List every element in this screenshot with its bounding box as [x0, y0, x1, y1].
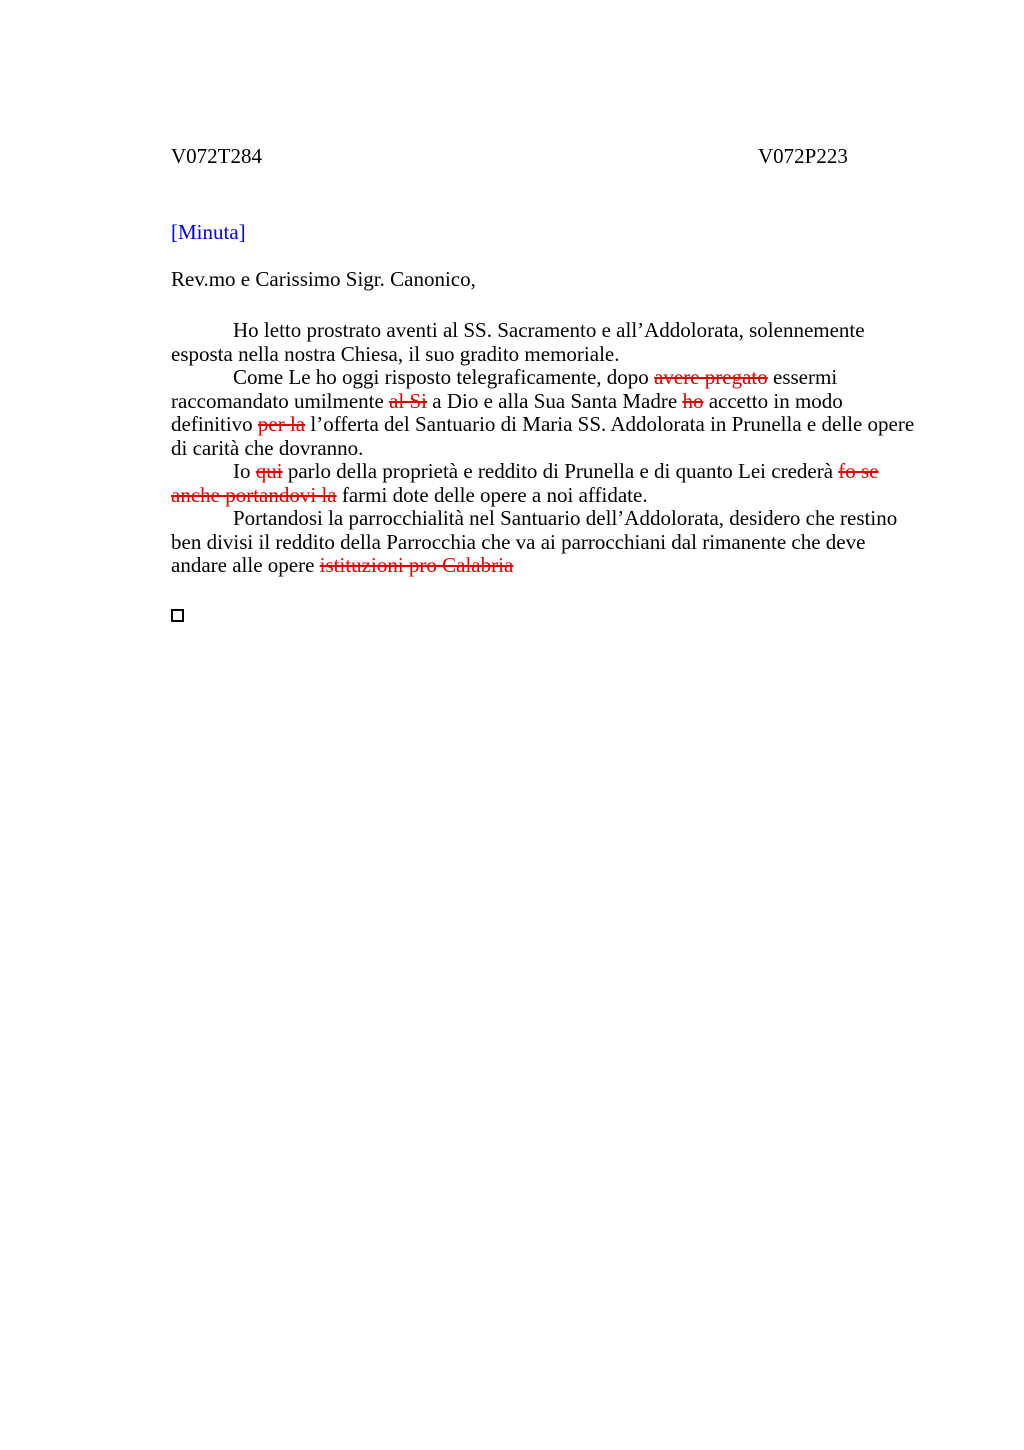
text-segment: Portandosi la parrocchialità nel Santuario dell’Addolorata, desidero che restino ben divisi il reddito della Parrocchia che va ai parrocchiani dal rimanente che deve andare alle opere: [171, 506, 898, 577]
deleted-text: fo se anche portandovi la: [171, 459, 879, 507]
archival-header: [171, 145, 923, 169]
deleted-text: qui: [255, 459, 283, 483]
deleted-text: ho: [682, 388, 704, 413]
archival-code-right: V072P223: [758, 144, 848, 168]
text-segment: Io: [233, 459, 256, 483]
deleted-text: per la: [257, 412, 306, 436]
text-segment: farmi dote delle opere a noi affidate.: [336, 482, 648, 507]
paragraph: [171, 460, 923, 507]
deleted-text: istituzioni pro Calabria: [319, 553, 514, 577]
deleted-text: avere pregato: [654, 365, 768, 389]
text-segment: accetto in modo definitivo: [171, 388, 843, 436]
paragraph: [171, 507, 923, 578]
text-segment: a Dio e alla Sua Santa Madre: [427, 388, 683, 413]
empty-square-icon: [171, 609, 184, 622]
text-segment: Ho letto prostrato aventi al SS. Sacramento e all’Addolorata, solennemente esposta nella nostra Chiesa, il suo gradito memoriale.: [171, 318, 865, 366]
text-segment: l’offerta del Santuario di Maria SS. Addolorata in Prunella e delle opere di carità che dovranno.: [171, 412, 915, 460]
paragraph: [171, 319, 923, 366]
text-segment: essermi raccomandato umilmente: [171, 365, 838, 413]
body-paragraphs: [171, 319, 923, 578]
text-segment: Come Le ho oggi risposto telegraficamente, dopo: [233, 365, 655, 389]
archival-code-left: V072T284: [171, 144, 262, 168]
salutation-line: Rev.mo e Carissimo Sigr. Canonico,: [171, 266, 476, 291]
paragraph: [171, 366, 923, 460]
minuta-label: [Minuta]: [171, 220, 246, 244]
closing-row: [171, 604, 923, 624]
document-content: [171, 145, 923, 624]
deleted-text: al Si: [389, 388, 428, 413]
text-segment: parlo della proprietà e reddito di Prunella e di quanto Lei crederà: [282, 459, 839, 483]
